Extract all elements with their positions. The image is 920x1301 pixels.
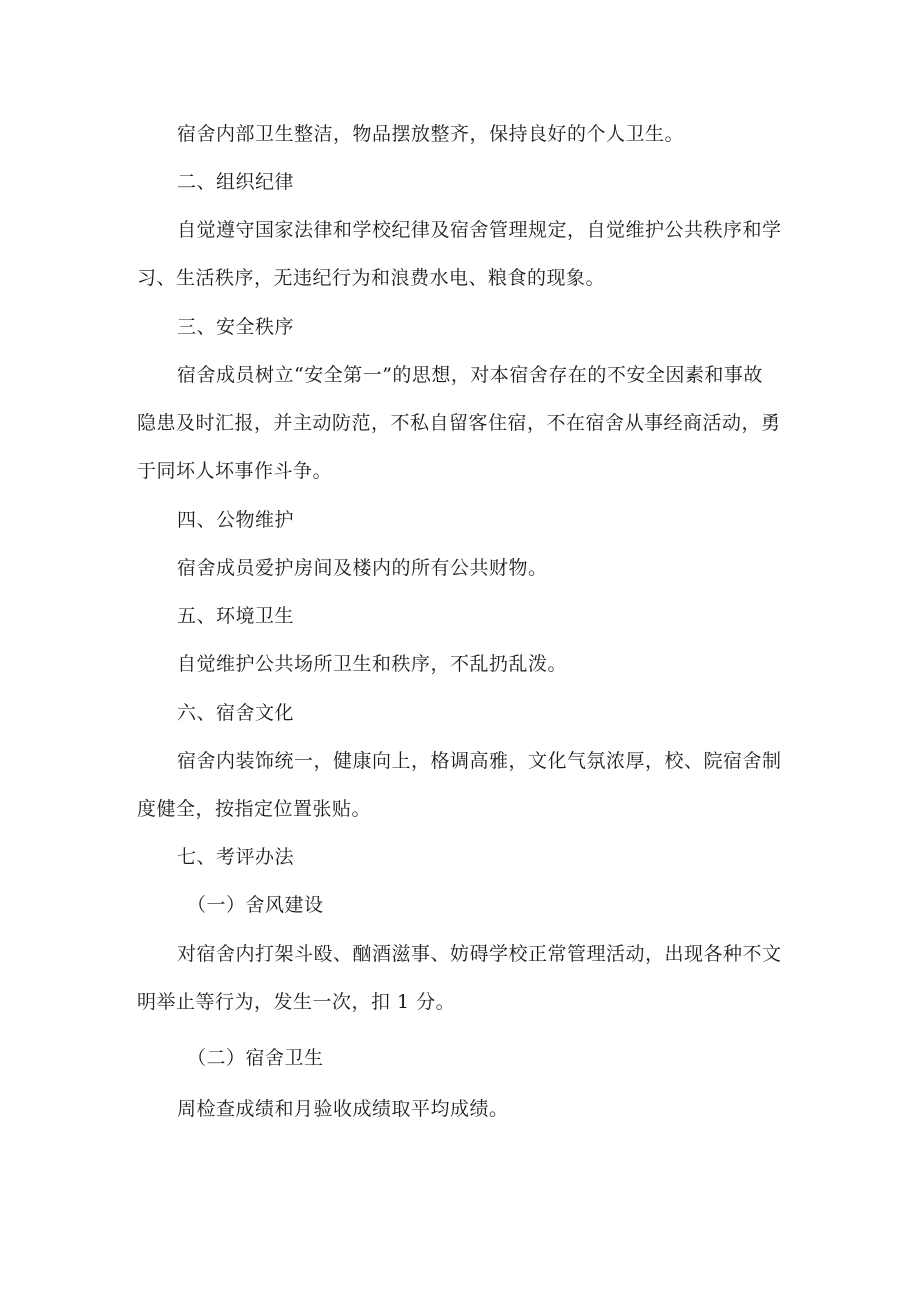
paragraph-dorm-style-line-2: 明举止等行为，发生一次，扣 1 分。 (137, 991, 456, 1013)
section-heading-discipline: 二、组织纪律 (177, 171, 295, 193)
paragraph-dorm-hygiene-line-1: 周检查成绩和月验收成绩取平均成绩。 (177, 1098, 509, 1120)
paragraph-dorm-style-line-1: 对宿舍内打架斗殴、酗酒滋事、妨碍学校正常管理活动，出现各种不文 (177, 943, 782, 965)
paragraph-discipline-line-1: 自觉遵守国家法律和学校纪律及宿舍管理规定，自觉维护公共秩序和学 (177, 219, 782, 241)
section-heading-environment: 五、环境卫生 (177, 605, 295, 627)
paragraph-safety-line-2: 隐患及时汇报，并主动防范，不私自留客住宿，不在宿舍从事经商活动，勇 (137, 412, 781, 434)
paragraph-safety-line-1: 宿舍成员树立“安全第一”的思想，对本宿舍存在的不安全因素和事故 (177, 364, 763, 386)
paragraph-environment-line-1: 自觉维护公共场所卫生和秩序，不乱扔乱泼。 (177, 653, 568, 675)
subsection-heading-dorm-style: （一）舍风建设 (187, 894, 324, 916)
section-heading-culture: 六、宿舍文化 (177, 702, 295, 724)
section-heading-public-property: 四、公物维护 (177, 509, 295, 531)
paragraph-discipline-line-2: 习、生活秩序，无违纪行为和浪费水电、粮食的现象。 (137, 267, 606, 289)
paragraph-hygiene-line-1: 宿舍内部卫生整洁，物品摆放整齐，保持良好的个人卫生。 (177, 123, 685, 145)
paragraph-safety-line-3: 于同坏人坏事作斗争。 (137, 460, 333, 482)
paragraph-culture-line-1: 宿舍内装饰统一，健康向上，格调高雅，文化气氛浓厚，校、院宿舍制 (177, 750, 782, 772)
subsection-heading-dorm-hygiene: （二）宿舍卫生 (187, 1047, 324, 1069)
paragraph-culture-line-2: 度健全，按指定位置张贴。 (137, 798, 372, 820)
section-heading-evaluation: 七、考评办法 (177, 846, 295, 868)
paragraph-public-property-line-1: 宿舍成员爱护房间及楼内的所有公共财物。 (177, 557, 548, 579)
section-heading-safety: 三、安全秩序 (177, 316, 295, 338)
